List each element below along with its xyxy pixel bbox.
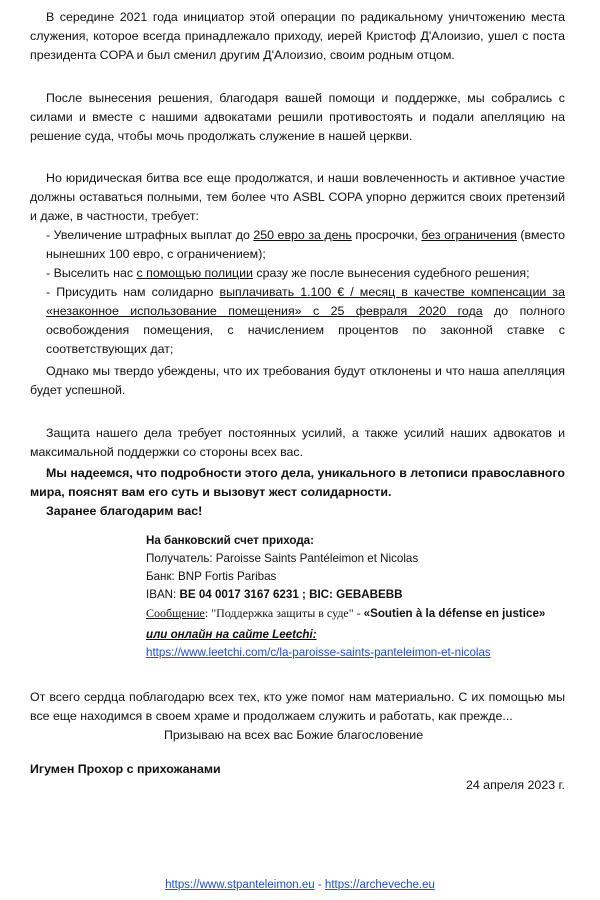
leetchi-link[interactable]: https://www.leetchi.com/c/la-paroisse-saints-panteleimon-et-nicolas <box>146 646 491 659</box>
online-donation: или онлайн на сайте Leetchi: https://www.leetchi.com/c/la-paroisse-saints-panteleimon-et-nicolas <box>146 628 491 659</box>
footer-link-stpanteleimon[interactable]: https://www.stpanteleimon.eu <box>165 879 315 891</box>
list-item: - Присудить нам солидарно выплачивать 1.100 € / месяц в качестве компенсации за «незаконное использование помещения» с 25 февраля 2020 года до полного освобождения помещения, с начислением процентов по законной ставке с соответствующих дат; <box>46 285 566 356</box>
paragraph-4: Однако мы твердо убеждены, что их требования будут отклонены и что наша апелляция будет успешной. <box>30 364 565 397</box>
footer: https://www.stpanteleimon.eu - https://archeveche.eu <box>165 879 435 891</box>
paragraph-6: Мы надеемся, что подробности этого дела, уникального в летописи православного мира, пояснят вам его суть и вызовут жест солидарности. Заранее благодарим вас! <box>30 466 565 518</box>
paragraph-5: Защита нашего дела требует постоянных усилий, а также усилий наших адвокатов и максимальной поддержки со стороны всех вас. <box>30 426 565 459</box>
signature: Игумен Прохор с прихожанами <box>30 762 221 776</box>
bank-details: На банковский счет прихода: Получатель: Paroisse Saints Pantéleimon et Nicolas Банк: BNP Fortis Paribas IBAN: BE 04 0017 3167 6231 ; BIC: GEBABEBB Сообщение: "Поддержка защиты в суде" - «Soutien à la défense en justice» <box>146 534 546 620</box>
list-item: - Выселить нас с помощью полиции сразу же после вынесения судебного решения; <box>46 266 530 280</box>
paragraph-3: Но юридическая битва все еще продолжатся, и наши вовлеченность и активное участие должны оставаться полными, тем более что ASBL COPA упорно держится своих претензий и даже, в частности, требует: - Увеличение штрафных выплат до 250 евро за день просрочки, без ограничения (вместо нынешних 100 евро, с ограничением); - Выселить нас с помощью полиции сразу же после вынесения судебного решения; - Присудить нам солидарно выплачивать 1.100 € / месяц в качестве компенсации за «незаконное использование помещения» с 25 февраля 2020 года до полного освобождения помещения, с начислением процентов по законной ставке с соответствующих дат; <box>30 169 565 359</box>
list-item: - Увеличение штрафных выплат до 250 евро за день просрочки, без ограничения (вместо нынешних 100 евро, с ограничением); <box>46 228 566 261</box>
paragraph-2: После вынесения решения, благодаря вашей помощи и поддержке, мы собрались с силами и вместе с нашими адвокатами решили противостоять и подали апелляцию на решение суда, чтобы мочь продолжать служение в нашей церкви. <box>30 91 565 143</box>
closing: От всего сердца поблагодарю всех тех, кто уже помог нам материально. С их помощью мы все еще находимся в своем храме и продолжаем служить и работать, как прежде... Призываю на всех вас Божие благословение <box>30 690 565 742</box>
demands-list <box>30 226 565 359</box>
footer-link-archeveche[interactable]: https://archeveche.eu <box>324 879 435 891</box>
date: 24 апреля 2023 г. <box>465 778 565 792</box>
paragraph-1: В середине 2021 года инициатор этой операции по радикальному уничтожению места служения, которое всегда принадлежало приходу, иерей Кристоф Д'Алоизио, ушел с поста президента COPA и был сменил другим Д'Алоизио, своим родным отцом. <box>30 10 565 62</box>
